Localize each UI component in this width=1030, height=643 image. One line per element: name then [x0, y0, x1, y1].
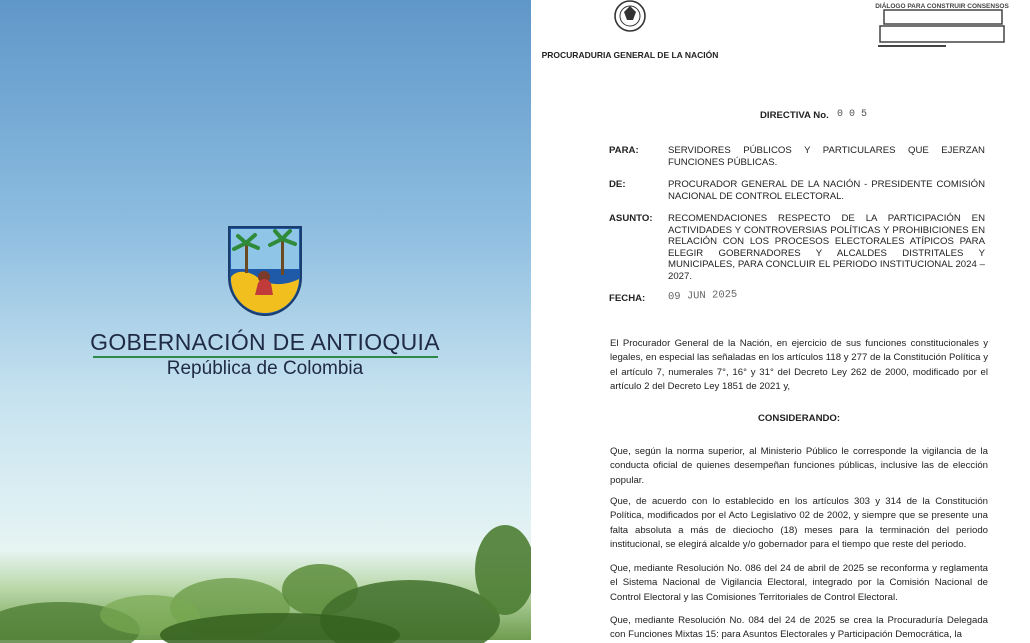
intro-paragraph: El Procurador General de la Nación, en ejercicio de sus funciones constitucionales y legales, en especial las señaladas en los artículos 118 y 277 de la Constitución Política y el artículo 7, numerales 7°, 16° y 31° del Decreto Ley 262 de 2000, modificado por el artículo 2 del Decreto Ley 1851 de 2021 y,: [610, 338, 988, 393]
considerando-4: Que, mediante Resolución No. 084 del 24 de 2025 se crea la Procuraduría Delegada con Funciones Mixtas 15: para Asuntos Electorales y Participación Democrática, la: [610, 615, 988, 641]
para-value: SERVIDORES PÚBLICOS Y PARTICULARES QUE EJERZAN FUNCIONES PÚBLICAS.: [668, 145, 985, 168]
procuraduria-seal-icon: [541, 0, 719, 72]
considerando-3: Que, mediante Resolución No. 086 del 24 de abril de 2025 se reconforma y reglamenta el Sistema Nacional de Vigilancia Electoral, integrado por la Comisión Nacional de Control Electoral y las Comisiones Territoriales de Control Electoral.: [610, 563, 988, 603]
directive-number: 0 0 5: [837, 109, 868, 120]
directive-document: [540, 0, 1030, 640]
antioquia-shield-icon: [227, 225, 303, 317]
considerando-1: Que, según la norma superior, al Ministerio Público le corresponde la vigilancia de la conducta oficial de quienes desempeñan funciones públicas, inclusive las de elección popular.: [610, 446, 988, 486]
procuraduria-logo-text: PROCURADURIA GENERAL DE LA NACIÓN: [541, 50, 719, 60]
gobernacion-title: GOBERNACIÓN DE ANTIOQUIA: [90, 329, 440, 355]
fecha-label: FECHA:: [609, 293, 646, 304]
panel-divider: [531, 0, 540, 640]
para-label: PARA:: [609, 145, 639, 156]
considerando-2: Que, de acuerdo con lo establecido en los artículos 303 y 314 de la Constitución Política, modificados por el Acto Legislativo 02 de 2002, y siempre que se presente una falta absoluta a más de dieciocho (18) meses para la terminación del periodo institucional, se elegirá alcalde y/o gobernador para el tiempo que reste del periodo.: [610, 496, 988, 551]
asunto-label: ASUNTO:: [609, 213, 653, 224]
dialogo-consensos-logo-icon: [876, 0, 1008, 52]
asunto-value: RECOMENDACIONES RESPECTO DE LA PARTICIPACIÓN EN ACTIVIDADES Y CONTROVERSIAS POLÍTICAS Y PROHIBICIONES EN RELACIÓN CON LOS PROCESOS ELECTORALES ATÍPICOS PARA ELEGIR GOBERNADORES Y ALCALDES DISTRITALES Y MUNICIPALES, PARA CONCLUIR EL PERIODO INSTITUCIONAL 2024 – 2027.: [668, 213, 985, 282]
de-label: DE:: [609, 179, 626, 190]
gobernacion-subtitle: República de Colombia: [166, 358, 364, 379]
consensos-logo-text: DIÁLOGO PARA CONSTRUIR CONSENSOS: [875, 3, 1009, 10]
crop-field-foliage: [0, 520, 531, 640]
considerando-heading: CONSIDERANDO:: [758, 413, 841, 424]
de-value: PROCURADOR GENERAL DE LA NACIÓN - PRESIDENTE COMISIÓN NACIONAL DE CONTROL ELECTORAL.: [668, 179, 985, 202]
directive-label: DIRECTIVA No.: [760, 110, 829, 121]
fecha-stamp: 09 JUN 2025: [667, 288, 738, 304]
